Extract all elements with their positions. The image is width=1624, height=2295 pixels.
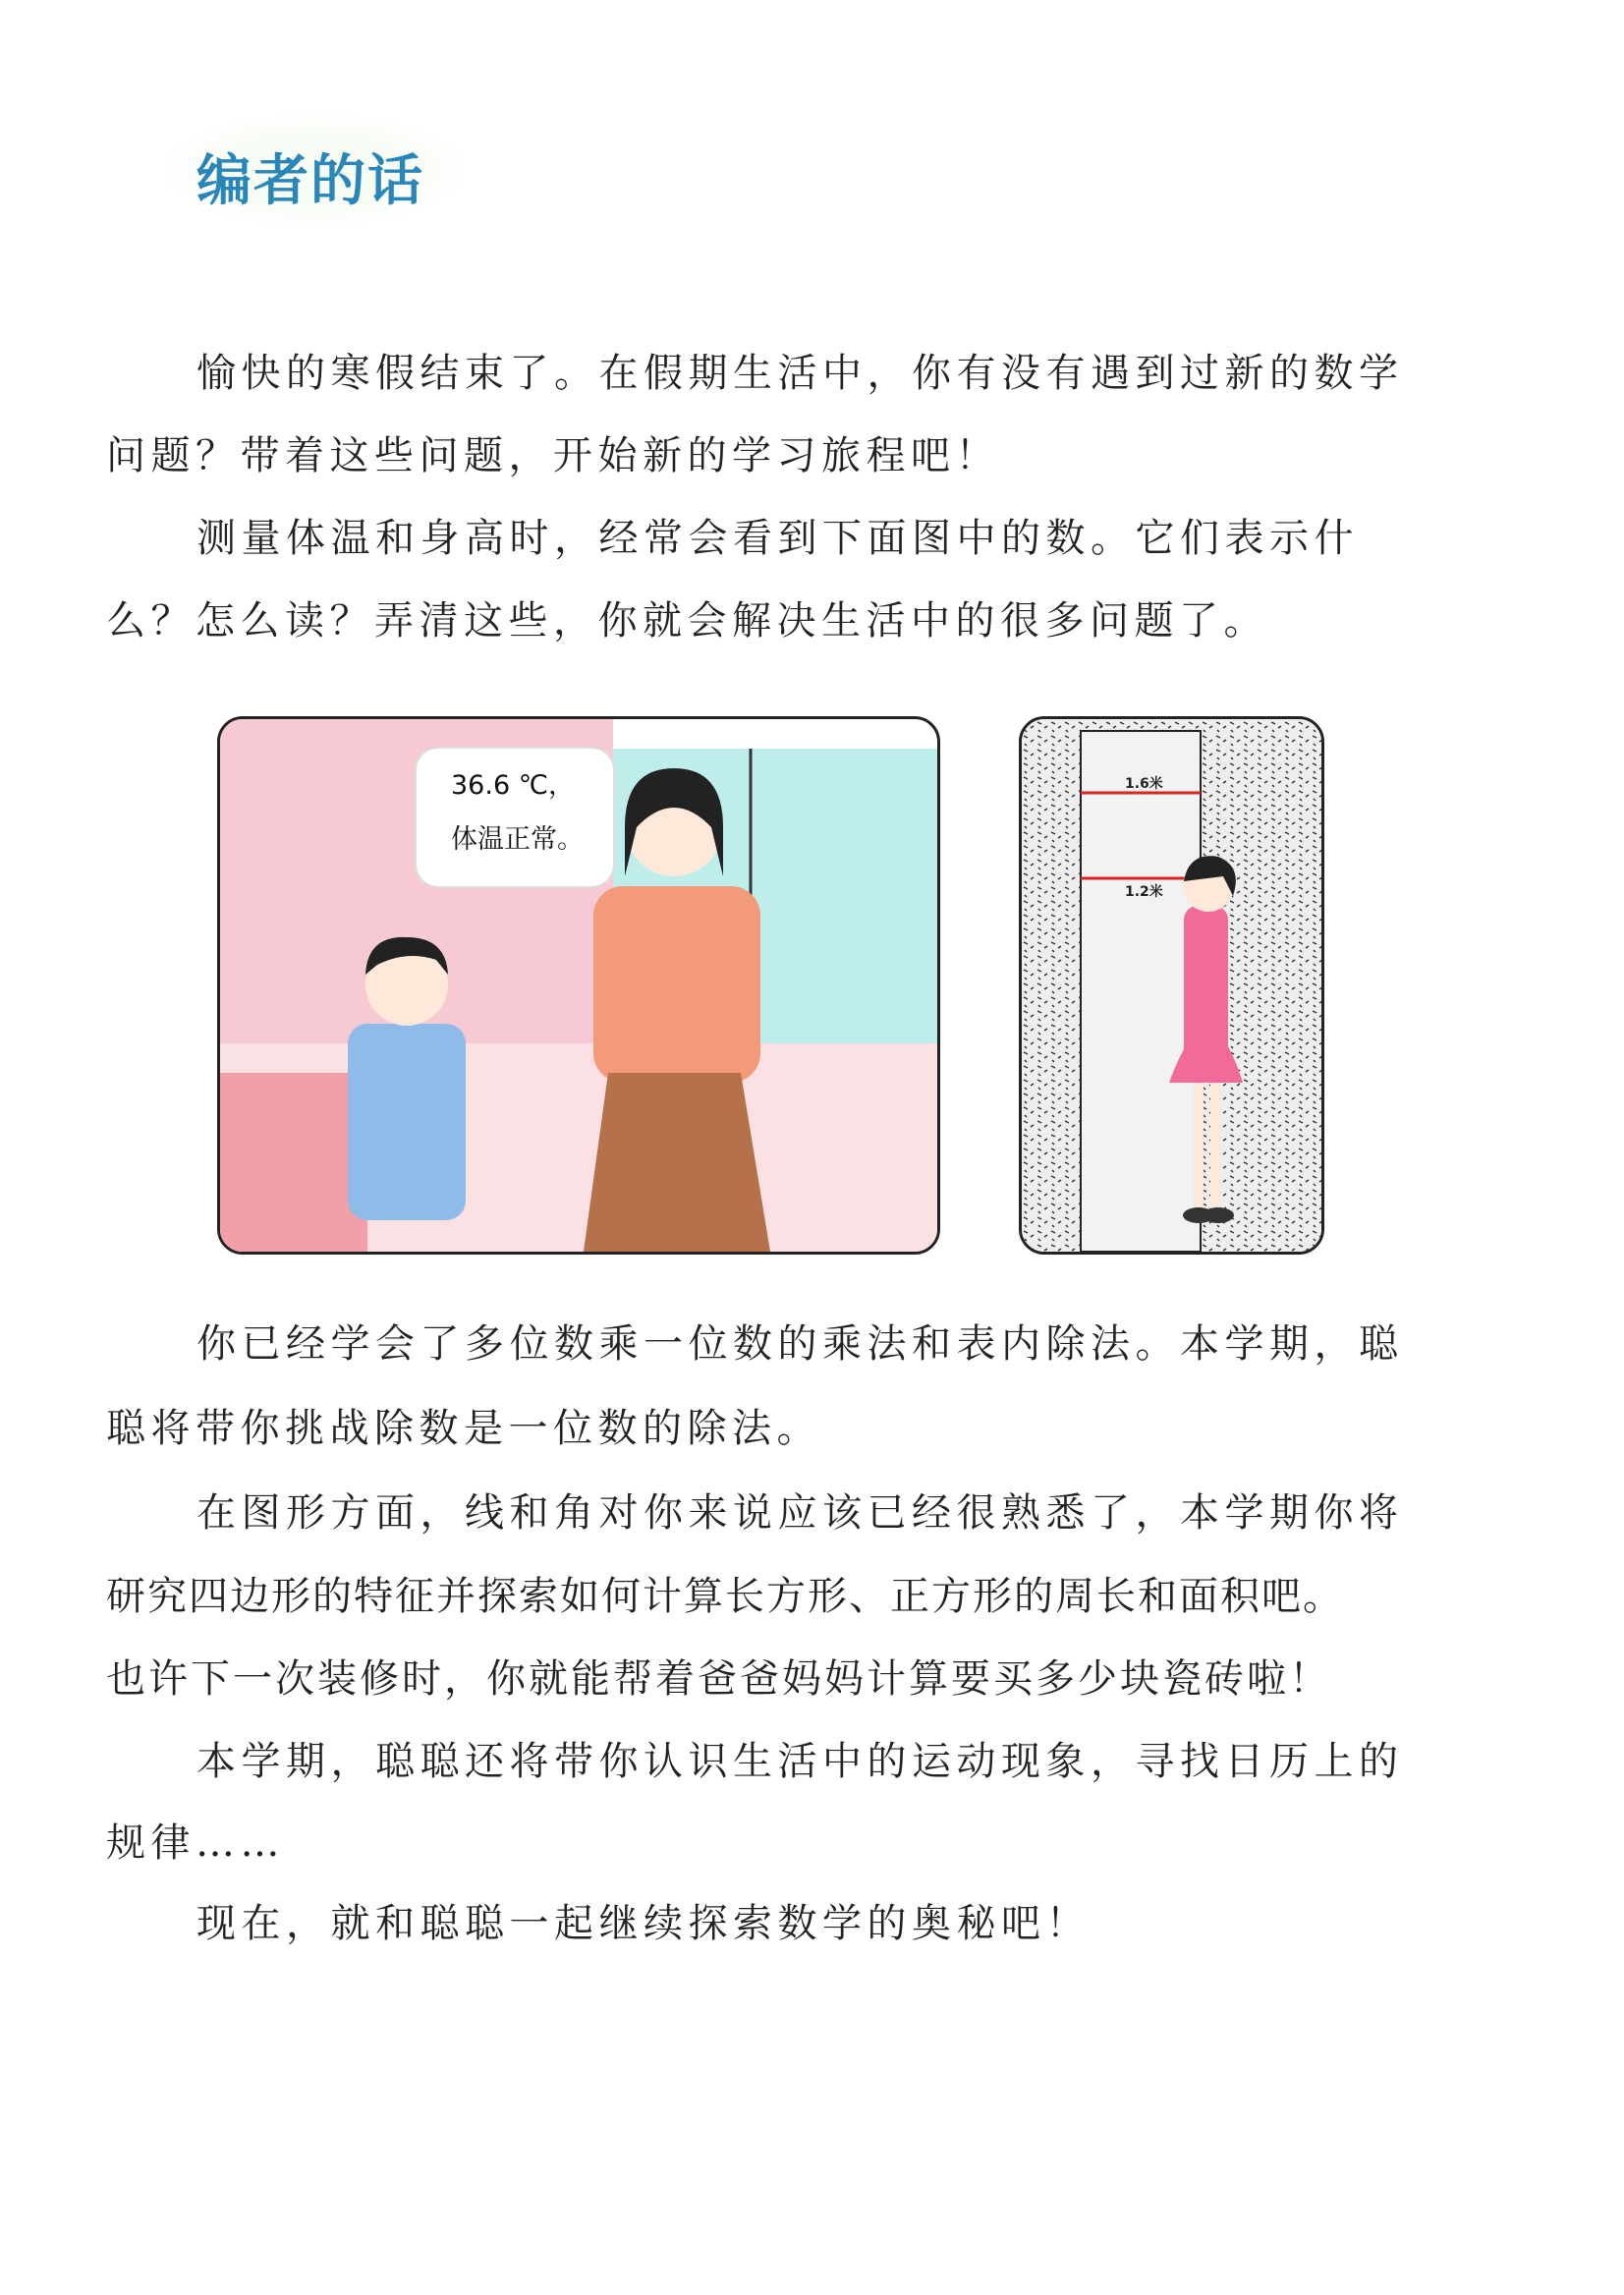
paragraph-line: 在图形方面，线和角对你来说应该已经很熟悉了，本学期你将	[196, 1490, 1404, 1536]
paragraph-line: 你已经学会了多位数乘一位数的乘法和表内除法。本学期，聪	[196, 1321, 1404, 1367]
speech-status: 体温正常。	[451, 824, 584, 855]
height-mark-high: 1.6米	[1125, 776, 1163, 792]
page-title: 编者的话	[196, 149, 424, 213]
paragraph-line: 问题？带着这些问题，开始新的学习旅程吧！	[106, 433, 1000, 478]
paragraph-line: 规律……	[106, 1820, 285, 1866]
paragraph-line: 愉快的寒假结束了。在假期生活中，你有没有遇到过新的数学	[196, 351, 1404, 396]
paragraph-line: 聪将带你挑战除数是一位数的除法。	[106, 1406, 821, 1451]
temperature-illustration	[217, 716, 940, 1255]
paragraph-line: 本学期，聪聪还将带你认识生活中的运动现象，寻找日历上的	[196, 1739, 1404, 1784]
speech-temperature: 36.6 ℃，	[451, 770, 576, 801]
height-illustration	[1019, 716, 1324, 1255]
height-mark-low: 1.2米	[1125, 884, 1163, 900]
paragraph-line: 测量体温和身高时，经常会看到下面图中的数。它们表示什	[196, 516, 1359, 561]
paragraph-line: 现在，就和聪聪一起继续探索数学的奥秘吧！	[196, 1901, 1091, 1946]
paragraph-line: 研究四边形的特征并探索如何计算长方形、正方形的周长和面积吧。	[106, 1574, 1344, 1619]
paragraph-line: 也许下一次装修时，你就能帮着爸爸妈妈计算要买多少块瓷砖啦！	[106, 1656, 1331, 1702]
paragraph-line: 么？怎么读？弄清这些，你就会解决生活中的很多问题了。	[106, 598, 1268, 644]
